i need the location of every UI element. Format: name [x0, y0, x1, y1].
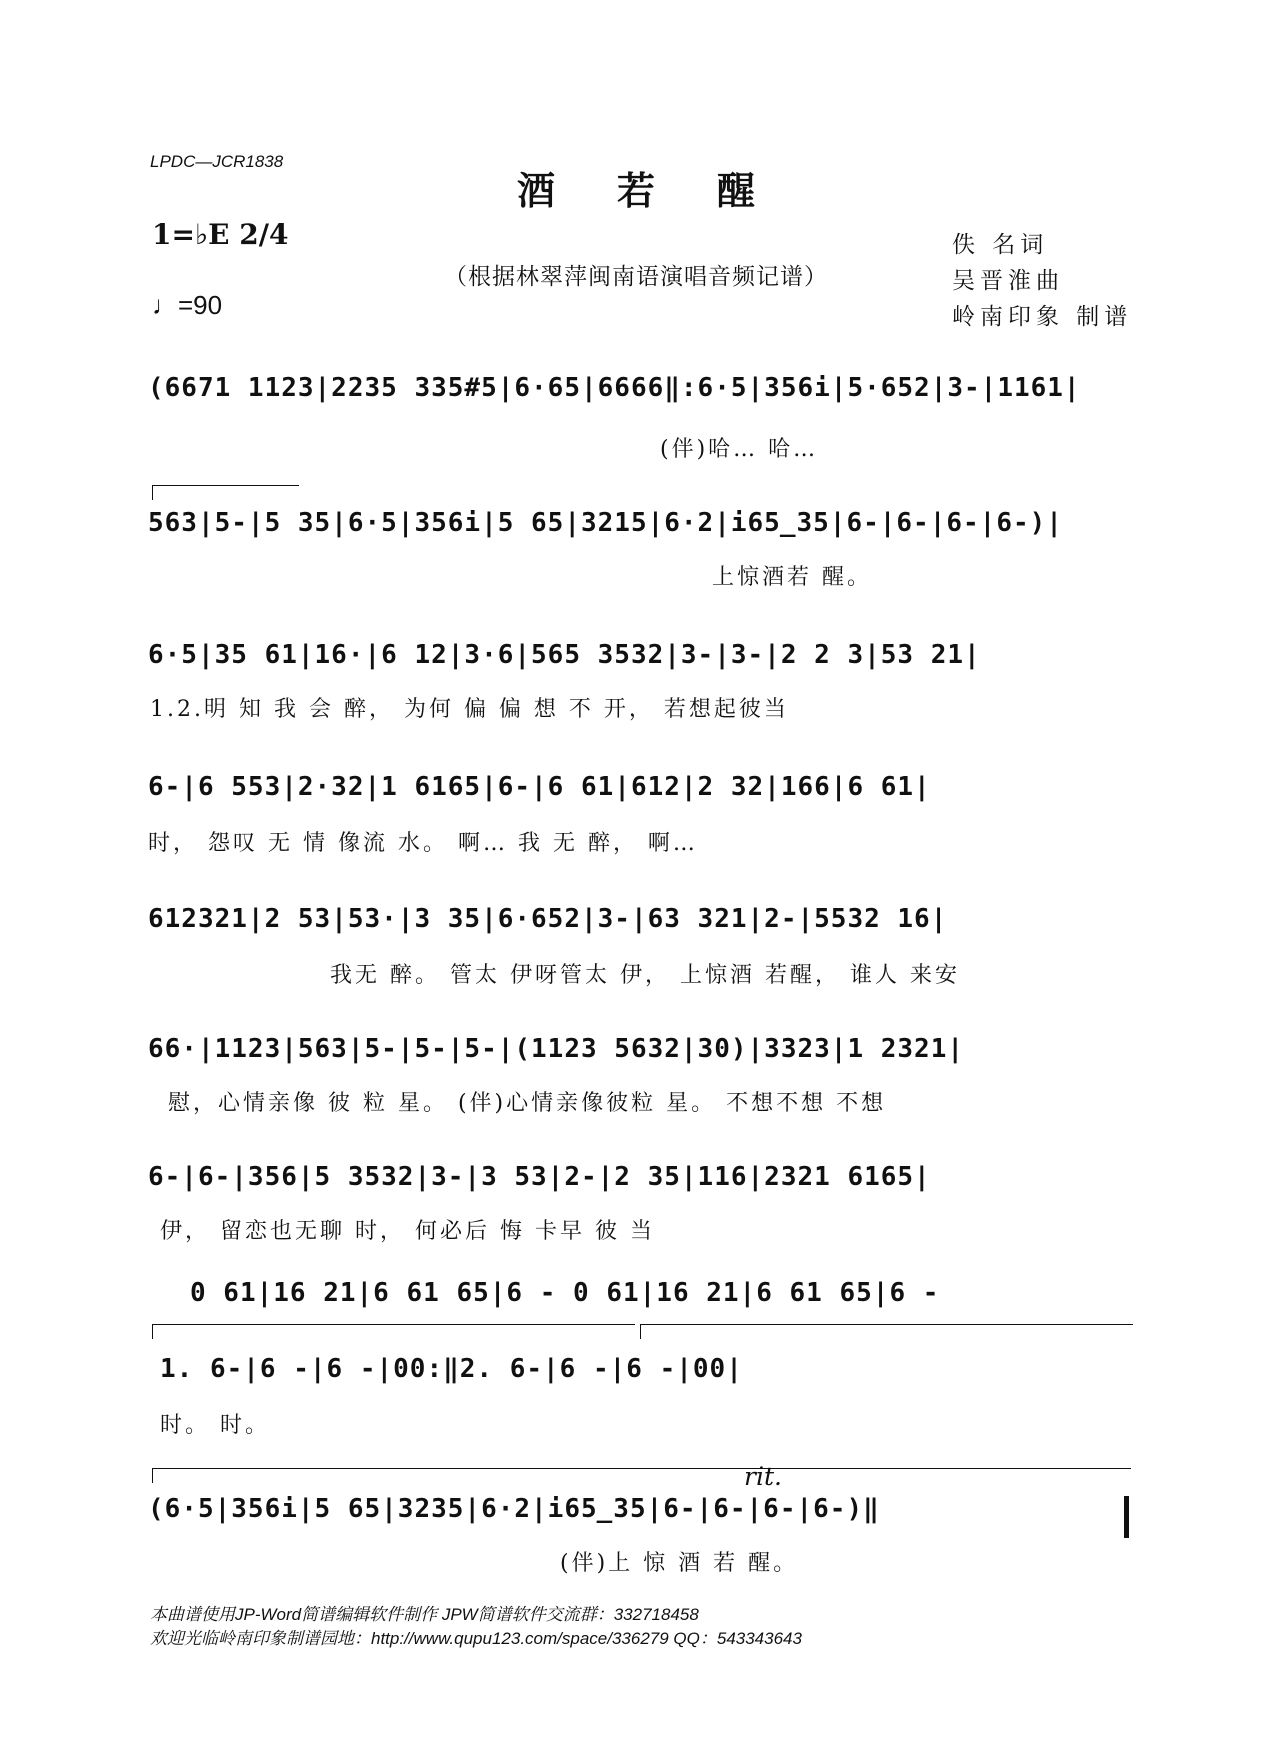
score-code: LPDC—JCR1838	[150, 152, 284, 171]
volta-bracket-1	[152, 1324, 635, 1339]
composer-credit: 吴晋淮曲	[952, 268, 1064, 294]
volta-bracket-2	[640, 1324, 1133, 1339]
rit-bracket	[152, 1468, 1131, 1483]
footer-line-1: 本曲谱使用JP-Word简谱编辑软件制作 JPW简谱软件交流群：332718458	[150, 1605, 699, 1624]
lyrics-line-5: 我无 醉。 管太 伊呀管太 伊， 上惊酒 若醒， 谁人 来安	[330, 963, 960, 988]
lyrics-line-3: 1.2.明 知 我 会 醉， 为何 偏 偏 想 不 开， 若想起彼当	[150, 697, 789, 722]
notation-line-10: (6·5|356i|5 65|3235|6·2|i65̲35|6-|6-|6-|6-)‖	[148, 1494, 880, 1524]
lyrics-line-9: 时。 时。	[160, 1413, 270, 1438]
tempo-marking: ♩=90	[152, 290, 223, 320]
key-signature: 1=♭E 2/4	[152, 218, 289, 251]
notation-line-3: 6·5|35 61|16·|6 12|3·6|565 3532|3-|3-|2 2 3|53 21|	[148, 640, 981, 670]
lyrics-line-4: 时， 怨叹 无 情 像流 水。 啊… 我 无 醉， 啊…	[148, 831, 698, 856]
notation-line-7: 6-|6-|356|5 3532|3-|3 53|2-|2 35|116|2321 6165|	[148, 1162, 931, 1192]
rit-marking: rit.	[744, 1462, 782, 1491]
lyrics-line-2: 上惊酒若 醒。	[712, 565, 872, 590]
source-note: （根据林翠萍闽南语演唱音频记谱）	[444, 264, 828, 290]
notation-line-5: 612321|2 53|53·|3 35|6·652|3-|63 321|2-|5532 16|	[148, 904, 948, 934]
notation-line-8: 0 61|16 21|6 61 65|6 - 0 61|16 21|6 61 65|6 -	[190, 1278, 940, 1308]
notation-line-6: 66·|1123|563|5-|5-|5-|(1123 5632|30)|3323|1 2321|	[148, 1034, 965, 1064]
lyrics-line-1: (伴)哈… 哈…	[660, 437, 819, 462]
notation-line-9: 1. 6-|6 -|6 -|00:‖2. 6-|6 -|6 -|00|	[160, 1354, 743, 1384]
lyricist-credit: 佚 名词	[952, 232, 1049, 258]
footer-line-2: 欢迎光临岭南印象制谱园地：http://www.qupu123.com/space/336279 QQ：543343643	[150, 1629, 802, 1648]
arranger-credit: 岭南印象 制谱	[952, 304, 1133, 330]
notation-line-1: (6671 1123|2235 335#5|6·65|6666‖:6·5|356i|5·652|3-|1161|	[148, 373, 1081, 403]
notation-line-2: 563|5-|5 35|6·5|356i|5 65|3215|6·2|i65̲35|6-|6-|6-|6-)|	[148, 508, 1063, 538]
lyrics-line-7: 伊， 留恋也无聊 时， 何必后 悔 卡早 彼 当	[160, 1219, 655, 1244]
page-title: 酒若醒	[516, 168, 817, 213]
slur-bracket	[152, 485, 299, 500]
final-barline	[1124, 1496, 1129, 1538]
notation-line-4: 6-|6 553|2·32|1 6165|6-|6 61|612|2 32|166|6 61|	[148, 772, 931, 802]
lyrics-line-6: 慰，心情亲像 彼 粒 星。 (伴)心情亲像彼粒 星。 不想不想 不想	[168, 1091, 887, 1116]
lyrics-line-10: (伴)上 惊 酒 若 醒。	[560, 1551, 799, 1576]
